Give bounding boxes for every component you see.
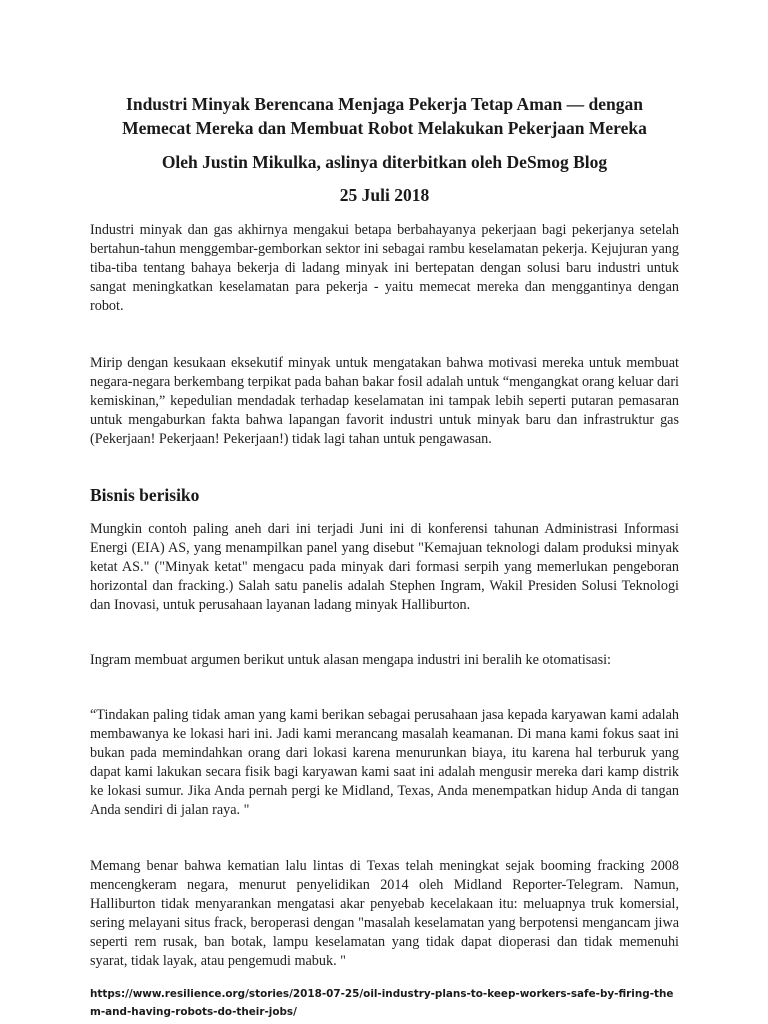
intro-paragraph-2: Mirip dengan kesukaan eksekutif minyak untuk mengatakan bahwa motivasi mereka untuk membuat negara-negara berkembang terpikat pada bahan bakar fosil adalah untuk “mengangkat orang keluar dari kemiskinan,” kepedulian mendadak terhadap keselamatan ini tampak lebih seperti putaran pemasaran untuk mengaburkan fakta bahwa lapangan favorit industri untuk minyak baru dan infrastruktur gas (Pekerjaan! Pekerjaan! Pekerjaan!) tidak lagi tahan untuk pengawasan. (90, 355, 679, 447)
source-link[interactable]: https://www.resilience.org/stories/2018-07-25/oil-industry-plans-to-keep-workers-safe-by-firing-them-and-having-robots-do-their-jobs/ (90, 988, 674, 1018)
article-title-line-2: Memecat Mereka dan Membuat Robot Melakukan Pekerjaan Mereka (122, 118, 647, 138)
article-byline: Oleh Justin Mikulka, aslinya diterbitkan oleh DeSmog Blog (161, 152, 608, 172)
article-title-line-1: Industri Minyak Berencana Menjaga Pekerja Tetap Aman — dengan (126, 94, 643, 114)
section-heading: Bisnis berisiko (90, 485, 200, 505)
section-paragraph-2: Ingram membuat argumen berikut untuk alasan mengapa industri ini beralih ke otomatisasi: (90, 652, 611, 668)
intro-paragraph-1: Industri minyak dan gas akhirnya mengakui betapa berbahayanya pekerjaan bagi pekerjanya setelah bertahun-tahun menggembar-gemborkan sektor ini sebagai rambu keselamatan pekerja. Kejujuran yang tiba-tiba tentang bahaya bekerja di ladang minyak ini bertepatan dengan solusi baru industri untuk sangat meningkatkan keselamatan para pekerja - yaitu memecat mereka dan menggantinya dengan robot. (90, 222, 679, 314)
document-page (90, 92, 679, 1021)
article-date: 25 Juli 2018 (339, 185, 430, 205)
article-title (90, 92, 679, 140)
section-paragraph-1: Mungkin contoh paling aneh dari ini terjadi Juni ini di konferensi tahunan Administrasi Informasi Energi (EIA) AS, yang menampilkan panel yang disebut "Kemajuan teknologi dalam produksi minyak ketat AS." ("Minyak ketat" mengacu pada minyak dari formasi serpih yang memerlukan pengeboran horizontal dan fracking.) Salah satu panelis adalah Stephen Ingram, Wakil Presiden Solusi Teknologi dan Inovasi, untuk perusahaan layanan ladang minyak Halliburton. (90, 521, 679, 613)
section-paragraph-4: Memang benar bahwa kematian lalu lintas di Texas telah meningkat sejak booming fracking 2008 mencengkeram negara, menurut penyelidikan 2014 oleh Midland Reporter-Telegram. Namun, Halliburton tidak menyarankan mengatasi akar penyebab kecelakaan itu: meluapnya truk komersial, sering melayani situs frack, beroperasi dengan "masalah keselamatan yang berpotensi mengancam jiwa seperti rem rusak, ban botak, lampu keselamatan yang tidak dapat dioperasi dan tidak memenuhi syarat, tidak layak, atau pengemudi mabuk. " (90, 858, 679, 969)
quote-paragraph: “Tindakan paling tidak aman yang kami berikan sebagai perusahaan jasa kepada karyawan kami adalah membawanya ke lokasi hari ini. Jadi kami merancang masalah keamanan. Di mana kami fokus saat ini bukan pada memindahkan orang dari lokasi karena menurunkan biaya, itu karena hal terburuk yang dapat kami lakukan secara fisik bagi karyawan kami saat ini adalah mengusir mereka dari kamp distrik ke lokasi sumur. Jika Anda pernah pergi ke Midland, Texas, Anda menempatkan hidup Anda di tangan Anda sendiri di jalan raya. " (90, 707, 679, 818)
